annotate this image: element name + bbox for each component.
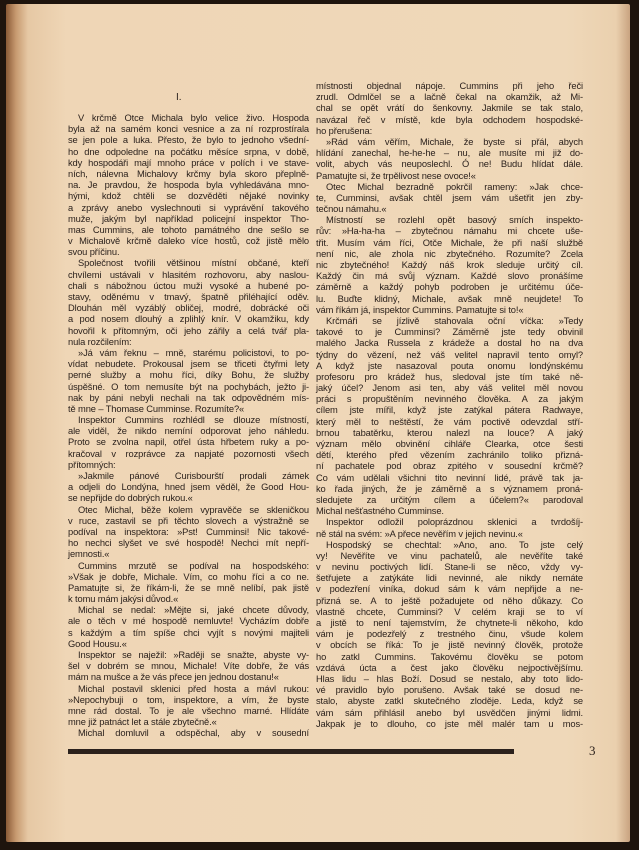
text-line: se jen pole a luka. Přesto, že bylo to jednoho všední-: [68, 135, 309, 146]
text-line: který měl to neštěstí, že vám poctivě odevzdal stří-: [316, 416, 583, 427]
text-line: přizná se. A to ještě požadujete od něho důkazy. Co: [316, 595, 583, 606]
text-line: Co vám udělali všichni tito nevinní lidé, právě tak ja-: [316, 472, 583, 483]
text-line: te, Cumminsi, avšak chtěl jsem vám ušetřit jen zby-: [316, 192, 583, 203]
text-line: profesoru pro krádež hus, sledoval jste tím také ně-: [316, 371, 583, 382]
text-line: tečnou námahu.«: [316, 204, 387, 215]
text-line: v obcích se říká: To je jistě nevinný člověk, protože: [316, 640, 583, 651]
text-line: mne rád dostal. To je ale všechno marné. Hlídáte: [68, 705, 309, 716]
text-line: V krčmě Otce Michala bylo velice živo. Hospoda: [78, 113, 309, 123]
text-line: ho zatkl Cummins. Takovému člověku se potom: [316, 651, 583, 662]
paragraph: [316, 215, 583, 316]
text-line: a odjeli do Londýna, hned jsem věděl, že Good Hou-: [68, 482, 309, 493]
text-line: vzdává úcta a čest jako člověku nejpoctivějšímu.: [316, 662, 583, 673]
chapter-heading: I.: [176, 92, 182, 103]
text-line: a pod nosem dlouhý a zplihlý knír. V okamžiku, kdy: [68, 314, 309, 325]
text-line: zrudl. Odmlčel se a lačně čekal na okamžik, až Mi-: [316, 92, 583, 103]
text-line: úspěšné. O tom nemusíte být na pochybách, ježto ji-: [68, 381, 309, 392]
text-line: jemnosti.«: [68, 549, 110, 560]
text-line: vám sám přihlásil anebo byl usvědčen jinými lidmi.: [316, 707, 583, 718]
text-line: perné služby a mohu říci, díky Bohu, že služby: [68, 370, 309, 381]
text-line: Michal se nedal: »Mějte si, jaké chcete důvody,: [78, 605, 309, 616]
text-line: ní pachatele pod obraz zpitého v sousední krčmě?: [316, 461, 583, 472]
paragraph: [68, 471, 309, 505]
paragraph: [68, 258, 309, 348]
paragraph: [316, 316, 583, 517]
text-line: »Však je dobře, Michale. Vím, co mohu říci a co ne.: [68, 571, 309, 582]
text-line: Hospodský se chechtal: »Ano, ano. To jste celý: [326, 539, 583, 550]
text-line: vy! Nevěříte ve vinu pachatelů, ale nevěříte také: [316, 550, 583, 561]
text-line: cílem jste mířil, když jste zatýkal pátera Radwaye,: [316, 405, 583, 416]
text-line: a jistě to není tajemstvím, že chytnete-li někoho, kdo: [316, 618, 583, 628]
text-line: vídat nebudete. Prokousal jsem se třiceti čtyřmi lety: [68, 359, 309, 370]
text-line: mne již patnáct let a stále zbytečně.«: [68, 717, 217, 728]
text-line: ho přerušena:: [316, 125, 373, 136]
paragraph: [316, 137, 583, 182]
text-line: jaký účel? Jenom asi ten, aby váš velitel měl novou: [316, 383, 583, 394]
text-line: Inspektor Cummins rozhlédl se dlouze místností,: [78, 415, 309, 426]
paragraph: [316, 81, 583, 137]
text-line: Pamatujte si, že trpělivost nese ovoce!«: [316, 170, 476, 181]
text-line: rův: »Ha-ha-ha – zbytečnou námahu mi chcete uše-: [316, 226, 583, 237]
text-line: stavy, oděnému v tmavý, špatně přiléhající oděv.: [68, 292, 309, 302]
paragraph: [68, 348, 309, 415]
text-line: Otec Michal, běže kolem vypravěče se skleničkou: [78, 504, 309, 515]
text-line: ale o těch v mé hospodě nemluvte! Vycházím dobře: [68, 616, 309, 627]
text-line: k tomu mám jakýsi důvod.«: [68, 594, 179, 605]
paragraph: [316, 540, 583, 730]
text-line: šetřujete a zatýkáte lidi nevinné, ale nikdy nemáte: [316, 573, 583, 584]
text-line: Každý čin má svůj význam. Každé slovo pronášíme: [316, 271, 583, 282]
text-line: byla až na samém konci vesnice a za ní rozprostírala: [68, 124, 309, 135]
text-line: mám na mušce a že vás přece jen jednou dostanu!«: [68, 672, 279, 683]
paragraph: [68, 684, 309, 729]
paragraph: [316, 182, 583, 216]
text-line: nic zbytečného! Každý náš krok sleduje určitý cíl.: [316, 260, 583, 270]
text-line: Michal domluvil a odspěchal, aby v sousední: [78, 728, 309, 739]
text-line: muže, jakým byl například policejní inspektor Tho-: [68, 213, 309, 224]
text-line: ho nechci slyšet ve své hospodě! Nechci mít nepří-: [68, 538, 309, 549]
text-line: dětí, kterého před vězením zachránilo toliko přizná-: [316, 450, 583, 461]
paragraph: [68, 561, 309, 606]
text-line: Pamatujte si, že říkám-li, že se mně nelíbí, pak jistě: [68, 582, 309, 593]
paragraph: [68, 505, 309, 561]
text-line: a zprávy anebo vyslechnouti si vyprávění takového: [68, 202, 309, 213]
text-line: svou příčinu.: [68, 247, 120, 258]
text-column-right: [316, 81, 583, 730]
text-line: Cummins mrzutě se podíval na hospodského:: [78, 560, 309, 571]
text-line: ko řada jiných, že je záměrně a s významem proná-: [316, 483, 583, 494]
text-line: sledujete za určitým cílem a účelem?« parodoval: [316, 494, 583, 505]
text-line: »Rád vám věřím, Michale, že byste si přál, abych: [326, 136, 583, 147]
paragraph: [316, 517, 583, 539]
text-line: vlastně chcete, Cumminsi? V celém kraji se to ví: [316, 606, 583, 617]
text-line: ho dne odpoledne na počátku měsíce srpna, v době,: [68, 146, 309, 157]
text-line: Michal postavil sklenici před hosta a mávl rukou:: [78, 683, 309, 694]
text-line: hými, kdož chtěli se dozvěděti nějaké novinky: [68, 191, 309, 202]
text-line: přítomných:: [68, 459, 116, 470]
text-line: kdy hospodáři mají mnoho práce v polích i ve stave-: [68, 157, 309, 168]
paragraph: [68, 650, 309, 684]
text-line: Společnost tvořili většinou místní občané, kteří: [78, 258, 309, 269]
text-line: navázal řeč v místě, kde byla odchodem hospodské-: [316, 114, 583, 125]
text-line: týdny do vězení, než váš velitel napravil tento omyl?: [316, 349, 583, 360]
footer-rule: [68, 749, 514, 754]
text-line: práci s propuštěním nevinného člověka. A za jakým: [316, 394, 583, 405]
text-line: Proto se zvolna napil, otřel ústa hřbetem ruky a po-: [68, 437, 309, 448]
text-line: se nepřijde do dobrých rukou.«: [68, 493, 193, 504]
text-line: nak by páni nebyli nechali na tak odpovědném mís-: [68, 392, 309, 403]
text-line: takové to je Cumminsi? Záměrně jste tedy obvinil: [316, 327, 583, 338]
text-line: na. Je pravdou, že hospoda byla vyhledávána mno-: [68, 180, 309, 191]
text-line: chal se opět vrátí do šenkovny. Jakmile se tak stalo,: [316, 103, 583, 114]
text-line: chali s nábožnou úctou muži vysoké a hubené po-: [68, 280, 309, 291]
text-line: není nic, ale zhola nic zbytečného. Rozumíte? Zcela: [316, 248, 583, 259]
text-line: vé pravidlo bylo porušeno. Avšak také se dosud ne-: [316, 685, 583, 696]
text-line: Místností se rozlehl opět basový smích inspekto-: [326, 215, 583, 226]
text-line: mas Cummins, ale tohoto památného dne sešlo se: [68, 224, 309, 235]
text-line: záměrně a každý pohyb podroben je určitému úče-: [316, 282, 583, 293]
text-line: šel v dobrém se mnou, Michale! Víte dobře, že vás: [68, 661, 309, 672]
text-line: kračoval v rozprávce za napjaté pozornosti všech: [68, 448, 309, 459]
text-line: s každým a tím spíše chci vyjít s novými majiteli: [68, 627, 309, 638]
paragraph: [68, 415, 309, 471]
text-line: »Jakmile pánové Curisbourští prodali zámek: [78, 471, 309, 481]
text-line: Good Housu.«: [68, 638, 127, 649]
text-line: A když jste nasazoval pouta onomu londýnskému: [316, 360, 583, 371]
text-line: Hlas lidu – hlas Boží. Dosud se nestalo, aby toto lido-: [316, 673, 583, 684]
text-line: ních, nálevna Michalovy krčmy byla skoro přeplně-: [68, 168, 309, 179]
text-line: »Nepochybuji o tom, inspektore, a vím, že byste: [68, 694, 309, 705]
paragraph: [68, 728, 309, 739]
text-line: ale viděl, že nikdo nemíní odporovat jeho náhledu.: [68, 426, 309, 437]
text-line: Michal nešťastného Cumminse.: [316, 506, 444, 517]
text-line: nula rozčilením:: [68, 336, 132, 347]
text-line: lu. Buďte klidný, Michale, avšak mně neujdete! To: [316, 293, 583, 304]
text-line: brnou tabatěrku, kterou nalezl na louce? A jaký: [316, 427, 583, 438]
paragraph: [68, 605, 309, 650]
text-line: v podezření viníka, dokud sám k vám nepřijde a ne-: [316, 584, 583, 595]
text-line: Dlouhán měl vyzáblý obličej, modré, dobrácké oči: [68, 303, 309, 314]
text-line: význam mělo obvinění cihláře Clearka, otce šesti: [316, 439, 583, 449]
text-line: hovořil k přítomným, oči jeho zářily a celá tvář pla-: [68, 325, 309, 336]
text-line: Otec Michal bezradně pokrčil rameny: »Jak chce-: [326, 181, 583, 192]
text-line: v ruce, zastavil se při těchto slovech a výstražně se: [68, 515, 309, 526]
text-line: v Michalově krčmě daleko více hostů, což jistě mělo: [68, 236, 309, 247]
text-line: v nevinu poctivých lidí. Stane-li se něco, vždy vy-: [316, 562, 583, 573]
text-line: podíval na inspektora: »Pst! Cumminsi! Nic takové-: [68, 526, 309, 537]
text-line: malého Jacka Russela z krádeže a dostal ho na dva: [316, 338, 583, 349]
text-line: tě mne – Thomase Cumminse. Rozumíte?«: [68, 403, 245, 414]
text-line: vám je podezřelý z trestného činu, všude kolem: [316, 629, 583, 640]
text-line: vám říkám já, inspektor Cummins. Pamatujte si to!«: [316, 304, 524, 315]
text-line: »Já vám řeknu – mně, starému policistovi, to po-: [78, 347, 309, 358]
page-number: 3: [589, 743, 596, 758]
text-line: místnosti objednal nápoje. Cummins při jeho řeči: [316, 81, 583, 91]
text-line: hlídání zanechal, he-he-he – nu, ale musíte mi již do-: [316, 148, 583, 159]
text-line: Jakpak je to dlouho, co jste měl malér tam u mos-: [316, 718, 583, 729]
text-column-left: [68, 113, 309, 740]
text-line: chvílemi ustávali v hlasitém rozhovoru, aby naslou-: [68, 269, 309, 280]
text-line: třit. Musím vám říci, Otče Michale, že při naší službě: [316, 237, 583, 248]
text-line: volit, abych vás neuposlechl. Ó ne! Budu hlídat dále.: [316, 159, 583, 170]
text-line: Inspektor se naježil: »Raději se snažte, abyste vy-: [78, 650, 309, 660]
text-line: Inspektor odložil poloprázdnou sklenici a tvrdošíj-: [326, 517, 583, 528]
paragraph: [68, 113, 309, 258]
text-line: stalo, abyste zatkl skutečného zloděje. Leda, když se: [316, 696, 583, 707]
text-line: ně stál na svém: »A přece nevěřím v jejich nevinu.«: [316, 528, 523, 539]
text-line: Krčmáři se jízlivě stahovala oční víčka: »Tedy: [326, 315, 583, 326]
